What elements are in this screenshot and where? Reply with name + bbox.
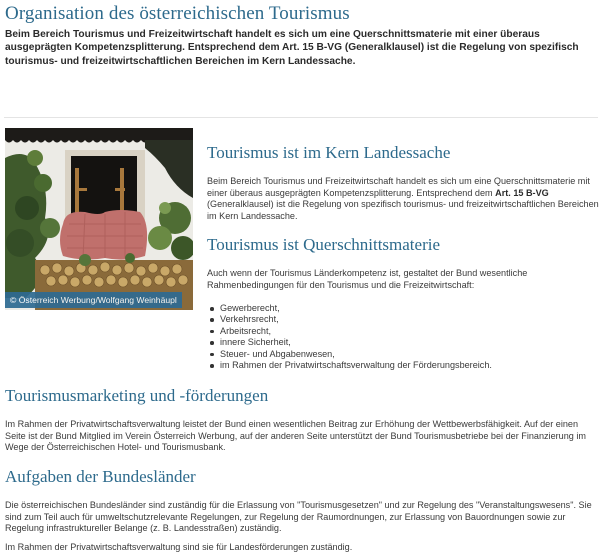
photo-caption: © Österreich Werbung/Wolfgang Weinhäupl (5, 292, 182, 308)
section-text-querschnittsmaterie: Auch wenn der Tourismus Länderkompetenz ist, gestaltet der Bund wesentliche Rahmenbedingungen für den Tourismus und die Freizeitwirtschaft: (207, 268, 528, 290)
text-part: Beim Bereich Tourismus und Freizeitwirtschaft handelt es sich um eine Querschnittsmaterie mit einer überaus ausgeprägten Kompetenzsplitterung. Entsprechend dem (207, 176, 590, 198)
window-photo-illustration (5, 128, 193, 310)
section-heading-bundeslaender: Aufgaben der Bundesländer (5, 467, 196, 486)
section-heading-querschnittsmaterie: Tourismus ist Querschnittsmaterie (207, 235, 440, 254)
list-item: Gewerberecht, (220, 303, 492, 314)
list-item: Verkehrsrecht, (220, 314, 492, 325)
text-part: (Generalklausel) ist die Regelung von spezifisch tourismus- und freizeitwirtschaftlichen Bereichen im Kern Landessache. (207, 199, 599, 221)
section-heading-landessache: Tourismus ist im Kern Landessache (207, 143, 451, 162)
page-title: Organisation des österreichischen Tourismus (5, 3, 350, 24)
law-reference: Art. 15 B-VG (495, 187, 549, 198)
section-text-landesfoerderungen: Im Rahmen der Privatwirtschaftsverwaltung sind sie für Landesförderungen zuständig. (5, 542, 353, 552)
competence-list (206, 303, 492, 371)
section-text-bundeslaender: Die österreichischen Bundesländer sind zuständig für die Erlassung von "Tourismusgesetzen" und zur Regelung des "Veranstaltungswesens". Sie sind zum Teil auch für umweltschutzrelevante Regelungen, zur Regelung der Raumordnungen, zur Erlassung von Bauordnungen sowie zur Regelung infrastruktureller Belange (z. B. Landesstraßen) zuständig. (5, 500, 592, 534)
section-heading-marketing: Tourismusmarketing und -förderungen (5, 386, 269, 405)
list-item: Arbeitsrecht, (220, 326, 492, 337)
list-item: Steuer- und Abgabenwesen, (220, 349, 492, 360)
intro-paragraph: Beim Bereich Tourismus und Freizeitwirtschaft handelt es sich um eine Querschnittsmaterie mit einer überaus ausgeprägten Kompetenzsplitterung. Entsprechend dem Art. 15 B-VG (Generalklausel) ist die Regelung von spezifisch tourismus- und freizeitwirtschaftlichen Bereichen im Kern Landessache. (5, 29, 579, 67)
section-text-marketing: Im Rahmen der Privatwirtschaftsverwaltung leistet der Bund einen wesentlichen Beitrag zur Erhöhung der Wettbewerbsfähigkeit. Auf der einen Seite ist der Bund Mitglied im Verein Österreich Werbung, auf der anderen Seite unterstützt der Bund Tourismusbetriebe bei der Finanzierung im Wege der Österreichischen Hotel- und Tourismusbank. (5, 419, 586, 453)
divider (4, 117, 598, 118)
tourism-photo (5, 128, 193, 310)
list-item: im Rahmen der Privatwirtschaftsverwaltung der Förderungsbereich. (220, 360, 492, 371)
section-text-landessache (207, 176, 599, 222)
list-item: innere Sicherheit, (220, 337, 492, 348)
